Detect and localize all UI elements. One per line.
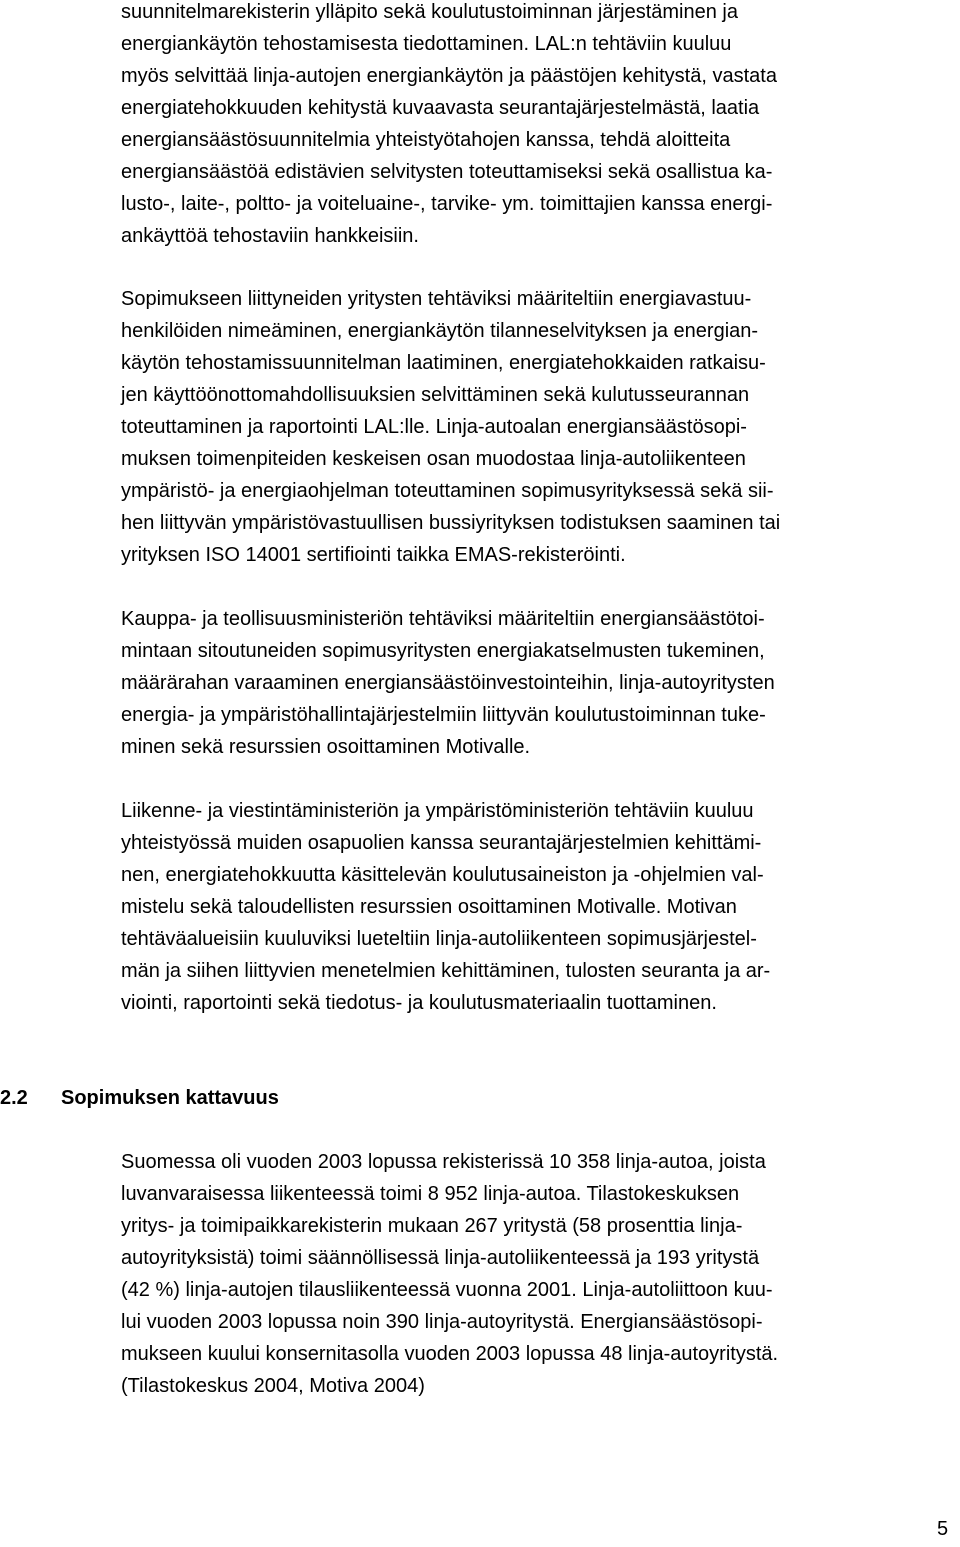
body-paragraph-1: suunnitelmarekisterin ylläpito sekä koulutustoiminnan järjestäminen ja energiankäytön tehostamisesta tiedottaminen. LAL:n tehtäviin kuuluu myös selvittää linja-autojen energiankäytön ja päästöjen kehitystä, vastata energiatehokkuuden kehitystä kuvaavasta seurantajärjestelmästä, laatia energiansäästösuunnitelmia yhteistyötahojen kanssa, tehdä aloitteita energiansäästöä edistävien selvitysten toteuttamiseksi sekä osallistua ka- lusto-, laite-, poltto- ja voiteluaine-, tarvike- ym. toimittajien kanssa energi- ankäyttöä tehostaviin hankkeisiin.	[121, 1, 777, 247]
body-paragraph-4: Liikenne- ja viestintäministeriön ja ympäristöministeriön tehtäviin kuuluu yhteistyössä muiden osapuolien kanssa seurantajärjestelmien kehittämi- nen, energiatehokkuutta käsittelevän koulutusaineiston ja -ohjelmien val- mistelu sekä taloudellisten resurssien osoittaminen Motivalle. Motivan tehtäväalueisiin kuuluviksi lueteltiin linja-autoliikenteen sopimusjärjestel- män ja siihen liittyvien menetelmien kehittäminen, tulosten seuranta ja ar- viointi, raportointi sekä tiedotus- ja koulutusmateriaalin tuottaminen.	[121, 800, 771, 1014]
section-number: 2.2	[0, 1087, 28, 1109]
body-paragraph-2: Sopimukseen liittyneiden yritysten tehtäviksi määriteltiin energiavastuu- henkilöiden nimeäminen, energiankäytön tilanneselvityksen ja energian- käytön tehostamissuunnitelman laatiminen, energiatehokkaiden ratkaisu- jen käyttöönottomahdollisuuksien selvittäminen sekä kulutusseurannan toteuttaminen ja raportointi LAL:lle. Linja-autoalan energiansäästösopi- muksen toimenpiteiden keskeisen osan muodostaa linja-autoliikenteen ympäristö- ja energiaohjelman toteuttaminen sopimusyrityksessä sekä sii- hen liittyvän ympäristövastuullisen bussiyrityksen todistuksen saaminen tai yrityksen ISO 14001 sertifiointi taikka EMAS-rekisteröinti.	[121, 288, 781, 566]
page-number: 5	[937, 1518, 949, 1540]
section-title: Sopimuksen kattavuus	[61, 1087, 279, 1109]
section-paragraph: Suomessa oli vuoden 2003 lopussa rekisterissä 10 358 linja-autoa, joista luvanvaraisessa liikenteessä toimi 8 952 linja-autoa. Tilastokeskuksen yritys- ja toimipaikkarekisterin mukaan 267 yritystä (58 prosenttia linja- autoyrityksistä) toimi säännöllisessä linja-autoliikenteessä ja 193 yritystä (42 %) linja-autojen tilausliikenteessä vuonna 2001. Linja-autoliittoon kuu- lui vuoden 2003 lopussa noin 390 linja-autoyritystä. Energiansäästösopi- mukseen kuului konsernitasolla vuoden 2003 lopussa 48 linja-autoyritystä. (Tilastokeskus 2004, Motiva 2004)	[121, 1151, 779, 1397]
body-paragraph-3: Kauppa- ja teollisuusministeriön tehtäviksi määriteltiin energiansäästötoi- mintaan sitoutuneiden sopimusyritysten energiakatselmusten tukeminen, määrärahan varaaminen energiansäästöinvestointeihin, linja-autoyritysten energia- ja ympäristöhallintajärjestelmiin liittyvän koulutustoiminnan tuke- minen sekä resurssien osoittaminen Motivalle.	[121, 608, 775, 758]
